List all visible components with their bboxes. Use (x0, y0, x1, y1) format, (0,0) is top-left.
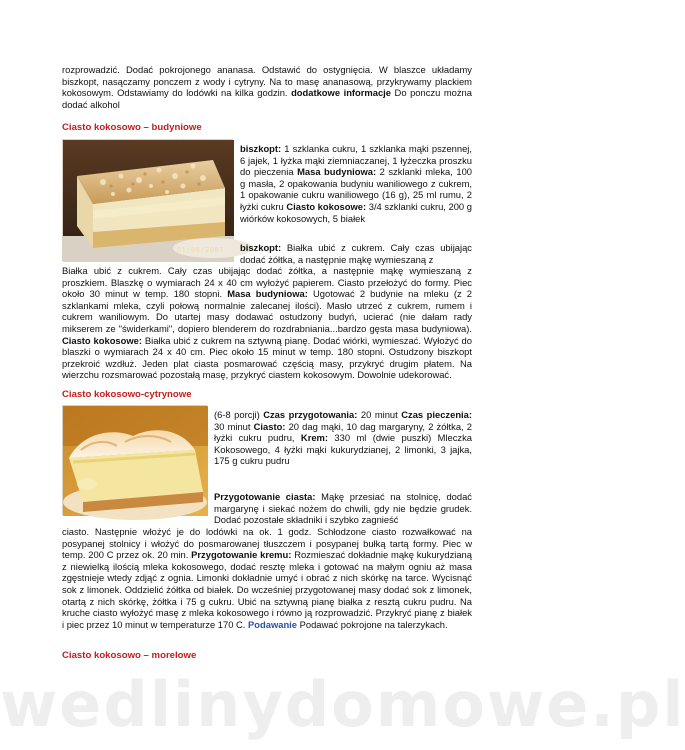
recipe2-title: Ciasto kokosowo-cytrynowe (62, 389, 192, 400)
photo-date-stamp: 01/08/2007 (176, 246, 224, 254)
recipe3-title: Ciasto kokosowo – morelowe (62, 650, 197, 661)
recipe2-method: ciasto. Następnie włożyć je do lodówki na ok. 1 godz. Schłodzone ciasto rozwałkować na posypanej stolnicy i włożyć do posmarowanej tłuszczem i posypanej bułką tartą formy. Piec w temp. 200 C przez ok. 20 min. Przygotowanie kremu: Rozmieszać dokładnie mąkę kukurydzianą z niewielką ilością mleka kokosowego, dodać resztę mleka i gotować na małym ogniu aż masa zgęstnieje wtedy zdjąć z ognia. Limonki dokładnie umyć i obrać z nich skórkę na tarce. Wycisnąć sok z limonek. Oddzielić żółtka od białek. Do wcześniej przygotowanej masy dodać sok z limonek, otartą z nich skórkę, żółtka i 75 g cukru. Ubić na sztywną pianę białka z resztą cukru pudru. Na kruche ciasto wyłożyć masę z mleka kokosowego i równo ją rozprowadzić. Przykryć pianę z białek i piec przez 10 minut w temperaturze 170 C. Podawanie Podawać pokrojone na talerzykach. (62, 526, 472, 630)
coconut-pudding-cake-image (63, 140, 234, 262)
serving-highlight: Podawanie (248, 618, 298, 630)
recipe1-method-wrap: biszkopt: Białka ubić z cukrem. Cały czas ubijając dodać żółtka, a następnie mąkę wymieszaną z (240, 242, 472, 265)
recipe1-title: Ciasto kokosowo – budyniowe (62, 122, 202, 133)
intro-text-2: Do ponczu można dodać alkohol (62, 87, 472, 110)
recipe1-photo (62, 139, 233, 261)
watermark: wedlinydomowe.pl (0, 668, 685, 741)
recipe2-ingredients: (6-8 porcji) Czas przygotowania: 20 minut Czas pieczenia: 30 minut Ciasto: 20 dag mąki, 10 dag margaryny, 2 żółtka, 2 łyżki cukru pudru, Krem: 330 ml (dwie puszki) Mleczka Kokosowego, 4 łyżki mąki kukurydzianej, 2 limonki, 3 jajka, 175 g cukru pudru (214, 409, 473, 467)
recipe2-method-wrap: Przygotowanie ciasta: Mąkę przesiać na stolnicę, dodać margarynę i siekać nożem do chwili, gdy nie będzie grudek. Dodać pozostałe składniki i szybko zagnieść (214, 491, 472, 526)
recipe1-method: Białka ubić z cukrem. Cały czas ubijając dodać żółtka, a następnie mąkę wymieszaną z proszkiem. Blaszkę o wymiarach 24 x 40 cm wyłożyć papierem. Ciasto przełożyć do formy. Piec około 30 minut w temp. 180 stopni. Masa budyniowa: Ugotować 2 budynie na mleku (z 2 szklankami mleka, czyli połową normalnie zalecanej ilości). Masło utrzeć z cukrem, rumem i cukrem waniliowym. Do utartej masy dodawać ostudzony budyń, ucierać (nie dałam rady mikserem ze "świderkami", dopiero blenderem do rozdrabniania...bardzo gęsta masa budyniowa). Ciasto kokosowe: Białka ubić z cukrem na sztywną pianę. Dodać wiórki, wymieszać. Wyłożyć do blaszki o wymiarach 24 x 40 cm. Piec około 15 minut w temp. 180 stopni. Ostudzony biszkopt przekroić wzdłuż. Jeden plat ciasta posmarować częścią masy, przykryć drugim płatem. Na wierzchu rozsmarować pozostałą masę, przykryć ciastem kokosowym. Dowolnie udekorować. (62, 265, 472, 381)
intro-bold: dodatkowe informacje (291, 87, 391, 99)
intro-paragraph (62, 64, 472, 110)
coconut-lemon-tart-image (63, 406, 208, 516)
recipe2-photo (62, 405, 207, 515)
recipe1-ingredients: biszkopt: 1 szklanka cukru, 1 szklanka mąki pszennej, 6 jajek, 1 łyżka mąki ziemniaczanej, 1 łyżeczka proszku do pieczenia Masa budyniowa: 2 szklanki mleka, 100 g masła, 2 opakowania budyniu waniliowego z cukrem, 1 opakowanie cukru waniliowego (16 g), 25 ml rumu, 2 łyżki cukru Ciasto kokosowe: 3/4 szklanki cukru, 200 g wiórków kokosowych, 5 białek (240, 143, 472, 224)
intro-text: rozprowadzić. Dodać pokrojonego ananasa. Odstawić do ostygnięcia. W blaszce układamy biszkopt, nasączamy ponczem z wody i cytryny. Na to masę ananasową, przykrywamy plackiem kokosowym. Odstawiamy do lodówki na kilka godzin. (62, 64, 472, 99)
